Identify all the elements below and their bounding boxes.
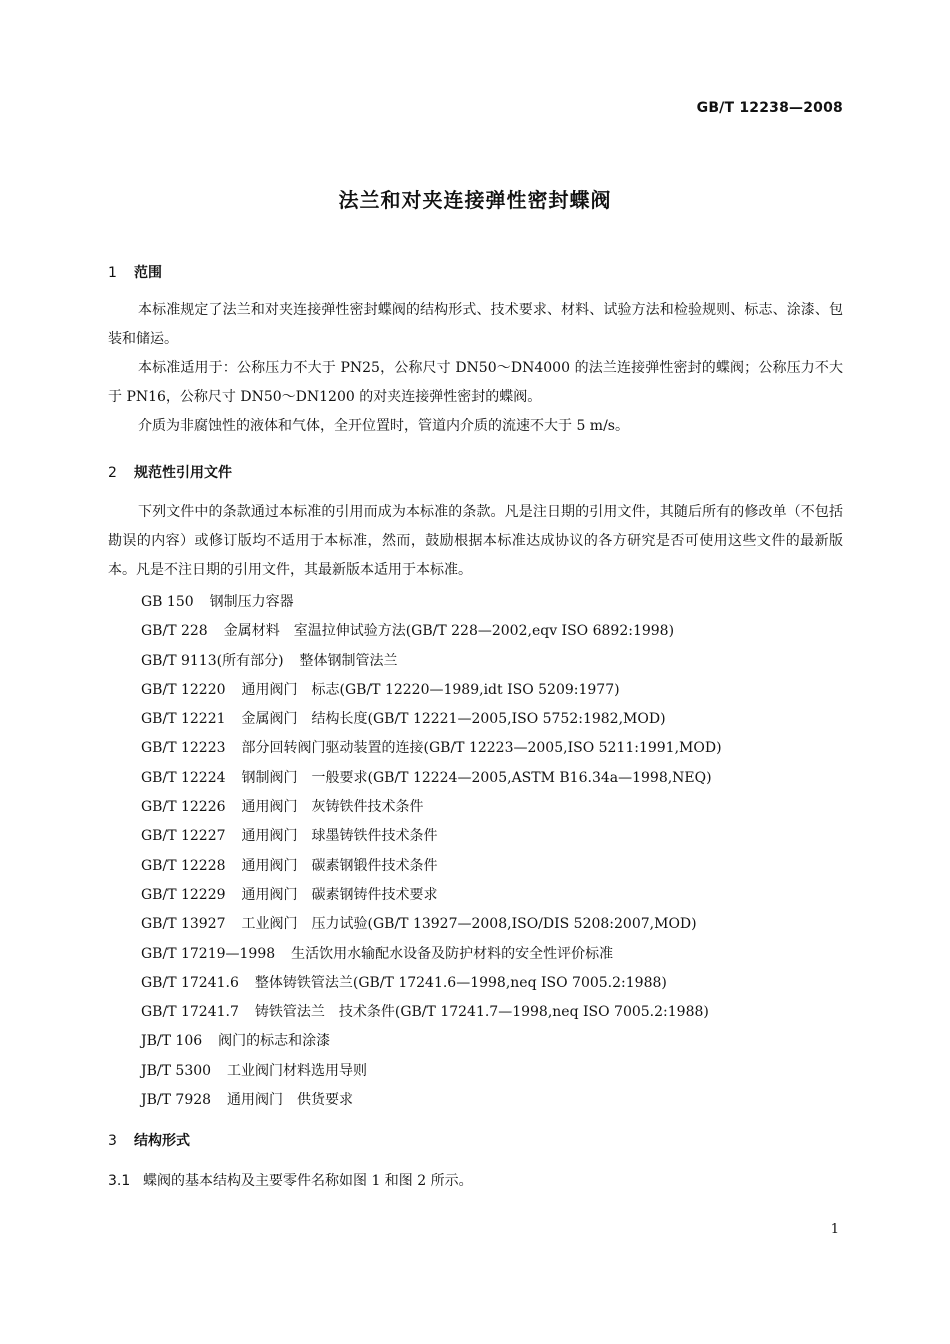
reference-item: [141, 647, 722, 676]
scope-paragraph-1: 本标准规定了法兰和对夹连接弹性密封蝶阀的结构形式、技术要求、材料、试验方法和检验规则、标志、涂漆、包装和储运。: [108, 302, 843, 347]
reference-item: [141, 881, 722, 910]
reference-title: 铸铁管法兰 技术条件(GB/T 17241.7—1998,neq ISO 7005.2:1988): [254, 1004, 709, 1021]
reference-title: 通用阀门 供货要求: [227, 1092, 354, 1109]
reference-title: 金属材料 室温拉伸试验方法(GB/T 228—2002,eqv ISO 6892:1998): [223, 623, 675, 640]
reference-code: GB/T 228: [141, 623, 208, 640]
reference-item: [141, 910, 722, 939]
scope-paragraph-3: 介质为非腐蚀性的液体和气体，全开位置时，管道内介质的流速不大于 5 m/s。: [138, 418, 629, 434]
reference-code: GB/T 12224: [141, 769, 226, 786]
page-number: 1: [830, 1222, 839, 1237]
clause-3-1: [108, 1167, 473, 1196]
reference-title: 金属阀门 结构长度(GB/T 12221—2005,ISO 5752:1982,MOD): [241, 711, 666, 728]
reference-title: 部分回转阀门驱动装置的连接(GB/T 12223—2005,ISO 5211:1991,MOD): [241, 740, 722, 757]
reference-title: 阀门的标志和涂漆: [218, 1033, 331, 1050]
reference-item: [141, 940, 722, 969]
reference-item: [141, 969, 722, 998]
reference-title: 整体铸铁管法兰(GB/T 17241.6—1998,neq ISO 7005.2:1988): [254, 974, 667, 991]
document-title: 法兰和对夹连接弹性密封蝶阀: [338, 188, 612, 212]
reference-title: 通用阀门 球墨铸铁件技术条件: [241, 828, 438, 845]
reference-title: 钢制压力容器: [209, 594, 294, 610]
scope-paragraph-2: 本标准适用于：公称压力不大于 PN25，公称尺寸 DN50～DN4000 的法兰连接弹性密封的蝶阀；公称压力不大于 PN16，公称尺寸 DN50～DN1200 的对夹连接弹性密封的蝶阀。: [108, 360, 843, 405]
reference-code: GB/T 12223: [141, 740, 226, 757]
reference-item: [141, 793, 722, 822]
normative-reference-list: [141, 588, 722, 1115]
reference-item: [141, 705, 722, 734]
section-title: 规范性引用文件: [134, 465, 232, 481]
reference-item: [141, 764, 722, 793]
reference-item: [141, 588, 722, 617]
reference-title: 钢制阀门 一般要求(GB/T 12224—2005,ASTM B16.34a—1998,NEQ): [241, 769, 712, 786]
reference-code: GB/T 12229: [141, 886, 226, 903]
reference-code: GB/T 17219—1998: [141, 945, 276, 962]
reference-code: JB/T 5300: [141, 1062, 212, 1079]
section-number: 2: [108, 465, 117, 481]
section-number: 1: [108, 265, 117, 281]
section-2-heading: [108, 462, 232, 482]
reference-code: GB/T 17241.7: [141, 1004, 239, 1021]
reference-code: GB/T 13927: [141, 916, 226, 933]
clause-text: 蝶阀的基本结构及主要零件名称如图 1 和图 2 所示。: [143, 1173, 473, 1189]
reference-item: [141, 822, 722, 851]
reference-item: [141, 1027, 722, 1056]
reference-title: 通用阀门 标志(GB/T 12220—1989,idt ISO 5209:1977): [241, 681, 620, 698]
section-title: 范围: [134, 265, 162, 281]
reference-item: [141, 1086, 722, 1115]
reference-code: JB/T 7928: [141, 1092, 212, 1109]
reference-title: 通用阀门 碳素钢铸件技术要求: [241, 886, 438, 903]
reference-item: [141, 998, 722, 1027]
section-number: 3: [108, 1133, 117, 1149]
clause-number: 3.1: [108, 1173, 131, 1189]
references-intro-paragraph: 下列文件中的条款通过本标准的引用而成为本标准的条款。凡是注日期的引用文件，其随后所有的修改单（不包括勘误的内容）或修订版均不适用于本标准，然而，鼓励根据本标准达成协议的各方研究是否可使用这些文件的最新版本。凡是不注日期的引用文件，其最新版本适用于本标准。: [108, 504, 843, 578]
reference-code: GB/T 12228: [141, 857, 226, 874]
reference-item: [141, 617, 722, 646]
reference-title: 生活饮用水输配水设备及防护材料的安全性评价标准: [291, 945, 614, 962]
reference-code: GB/T 12226: [141, 799, 226, 816]
reference-title: 工业阀门 压力试验(GB/T 13927—2008,ISO/DIS 5208:2007,MOD): [241, 916, 697, 933]
reference-code: GB/T 12220: [141, 681, 226, 698]
section-3-heading: [108, 1130, 190, 1150]
section-title: 结构形式: [134, 1133, 190, 1149]
reference-item: [141, 852, 722, 881]
reference-code: JB/T 106: [141, 1033, 203, 1050]
reference-item: [141, 734, 722, 763]
reference-code: GB/T 9113(所有部分): [141, 652, 284, 669]
reference-title: 工业阀门材料选用导则: [227, 1062, 368, 1079]
reference-code: GB/T 17241.6: [141, 974, 239, 991]
reference-title: 通用阀门 碳素钢锻件技术条件: [241, 857, 438, 874]
reference-item: [141, 1057, 722, 1086]
reference-title: 通用阀门 灰铸铁件技术条件: [241, 799, 424, 816]
section-1-heading: [108, 262, 162, 282]
reference-title: 整体钢制管法兰: [299, 652, 398, 669]
reference-item: [141, 676, 722, 705]
reference-code: GB 150: [141, 594, 194, 610]
standard-code: GB/T 12238—2008: [696, 100, 843, 116]
reference-code: GB/T 12227: [141, 828, 226, 845]
reference-code: GB/T 12221: [141, 711, 226, 728]
